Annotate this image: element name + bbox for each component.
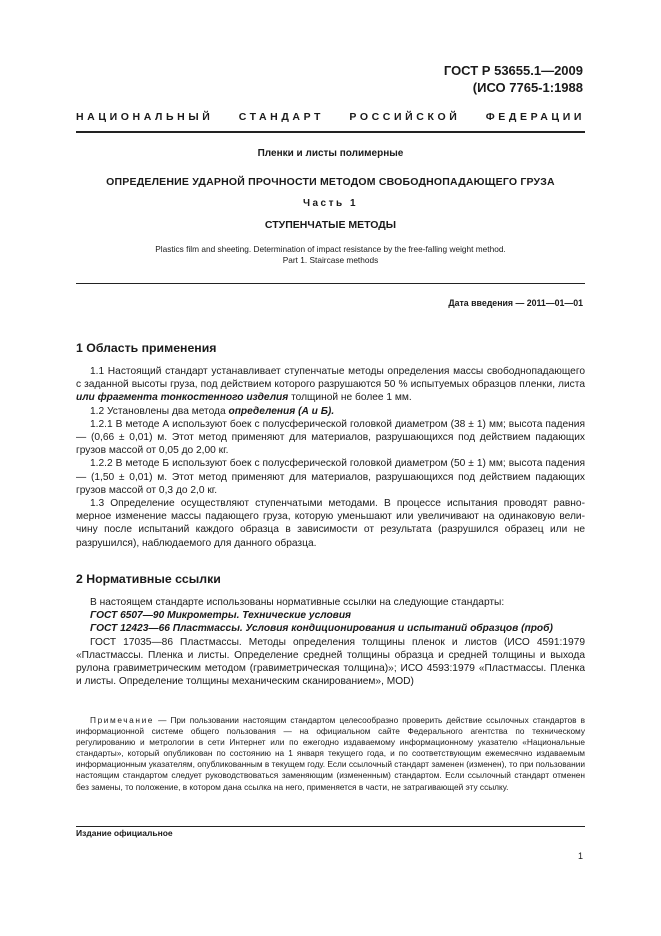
introduction-date: Дата введения — 2011—01—01 <box>448 298 583 308</box>
note-text: — При пользовании настоящим стандартом целесообразно проверить действие ссылочных стандартов в информационной системе общего пользования — на официальном сайте Федерального агентства по техническому регулированию и метрологии в сети Интернет или по ежегодно издаваемому информационному указателю «Национальные стандарты», который опубликован по состоянию на 1 января текущего года, и по соответствующим ежемесячно издаваемым информационным указателям, опубликованным в текущем году. Если ссылочный стандарт заменен (изменен), то при пользовании настоящим стандартом следует руководствоваться заменяющим (измененным) стандартом. Если ссылочный стандарт отменен без замены, то положение, в котором дана ссылка на него, применяется в части, не затрагивающей эту ссылку. <box>76 715 585 792</box>
section-2-body <box>76 596 585 688</box>
gost-code-block <box>444 62 583 96</box>
document-subtitle: Пленки и листы полимерные <box>257 148 404 159</box>
footer-rule <box>76 826 585 827</box>
gost-number: ГОСТ Р 53655.1—2009 <box>443 63 583 78</box>
page-number: 1 <box>577 851 583 861</box>
paragraph-1-2-2: 1.2.2 В методе Б используют боек с полусферической головкой диаметром (50 ± 1) мм; высота падения — (1,50 ± 0,01) м. Этот метод применяют для материалов, разрушающихся под действием падающих грузов массой от 0,3 до 2,0 кг. <box>76 458 585 496</box>
paragraph-1-1: 1.1 Настоящий стандарт устанавливает ступенчатые методы определения массы свободнопадающего с заданной высоты груза, под действием которого разрушаются 50 % испытуемых образцов пленки, листа или фрагмента тонкостенного изделия толщиной не более 1 мм. <box>76 366 585 404</box>
reference-gost-6507: ГОСТ 6507—90 Микрометры. Технические условия <box>90 610 352 622</box>
reference-note <box>76 715 585 793</box>
section-1-body <box>76 365 585 550</box>
paragraph-1-3: 1.3 Определение осуществляют ступенчатыми методами. В процессе испытания проводят равномерное изменение массы падающего груза, которую уменьшают или увеличивают на одинаковую величину после испытаний каждого образца в зависимости от результата (разрушился образец или не разрушился), наблюдаемого для данного образца. <box>76 498 585 549</box>
paragraph-1-2-1: 1.2.1 В методе А используют боек с полусферической головкой диаметром (38 ± 1) мм; высота падения — (0,66 ± 0,01) м. Этот метод применяют для материалов, разрушающихся под действием падающих грузов массой от 0,05 до 2,00 кг. <box>76 418 585 457</box>
national-standard-heading: НАЦИОНАЛЬНЫЙ СТАНДАРТ РОССИЙСКОЙ ФЕДЕРАЦИИ <box>76 111 585 123</box>
title-rule <box>76 283 585 284</box>
document-title: ОПРЕДЕЛЕНИЕ УДАРНОЙ ПРОЧНОСТИ МЕТОДОМ СВОБОДНОПАДАЮЩЕГО ГРУЗА <box>106 176 555 188</box>
iso-number: (ИСО 7765-1:1988 <box>472 80 583 95</box>
english-title <box>76 244 585 266</box>
section-2-heading: 2 Нормативные ссылки <box>76 572 221 586</box>
english-title-line1: Plastics film and sheeting. Determination of impact resistance by the free-falling weight method. <box>155 244 506 254</box>
reference-gost-17035: ГОСТ 17035—86 Пластмассы. Методы определения толщины пленок и листов (ИСО 4591:1979 «Пластмассы. Пленка и листы. Определение средней толщины образца и средней толщины и выхода рулона гравиметрическим методом (гравиметрическая толщина)»; ИСО 4593:1979 «Пластмассы. Пленка и листы. Определение толщины механическим сканированием», MOD) <box>76 636 585 688</box>
header-rule <box>76 131 585 133</box>
english-title-line2: Part 1. Staircase methods <box>282 255 379 265</box>
part-number: Часть 1 <box>302 198 359 209</box>
section-1-heading: 1 Область применения <box>76 341 217 355</box>
references-intro: В настоящем стандарте использованы нормативные ссылки на следующие стандарты: <box>90 597 505 608</box>
reference-gost-12423: ГОСТ 12423—66 Пластмассы. Условия кондиционирования и испытаний образцов (проб) <box>90 623 553 635</box>
part-title: СТУПЕНЧАТЫЕ МЕТОДЫ <box>264 219 397 231</box>
note-label: Примечание <box>90 715 155 725</box>
paragraph-1-2: 1.2 Установлены два метода определения (А и Б). <box>90 405 335 417</box>
edition-label: Издание официальное <box>76 828 173 838</box>
